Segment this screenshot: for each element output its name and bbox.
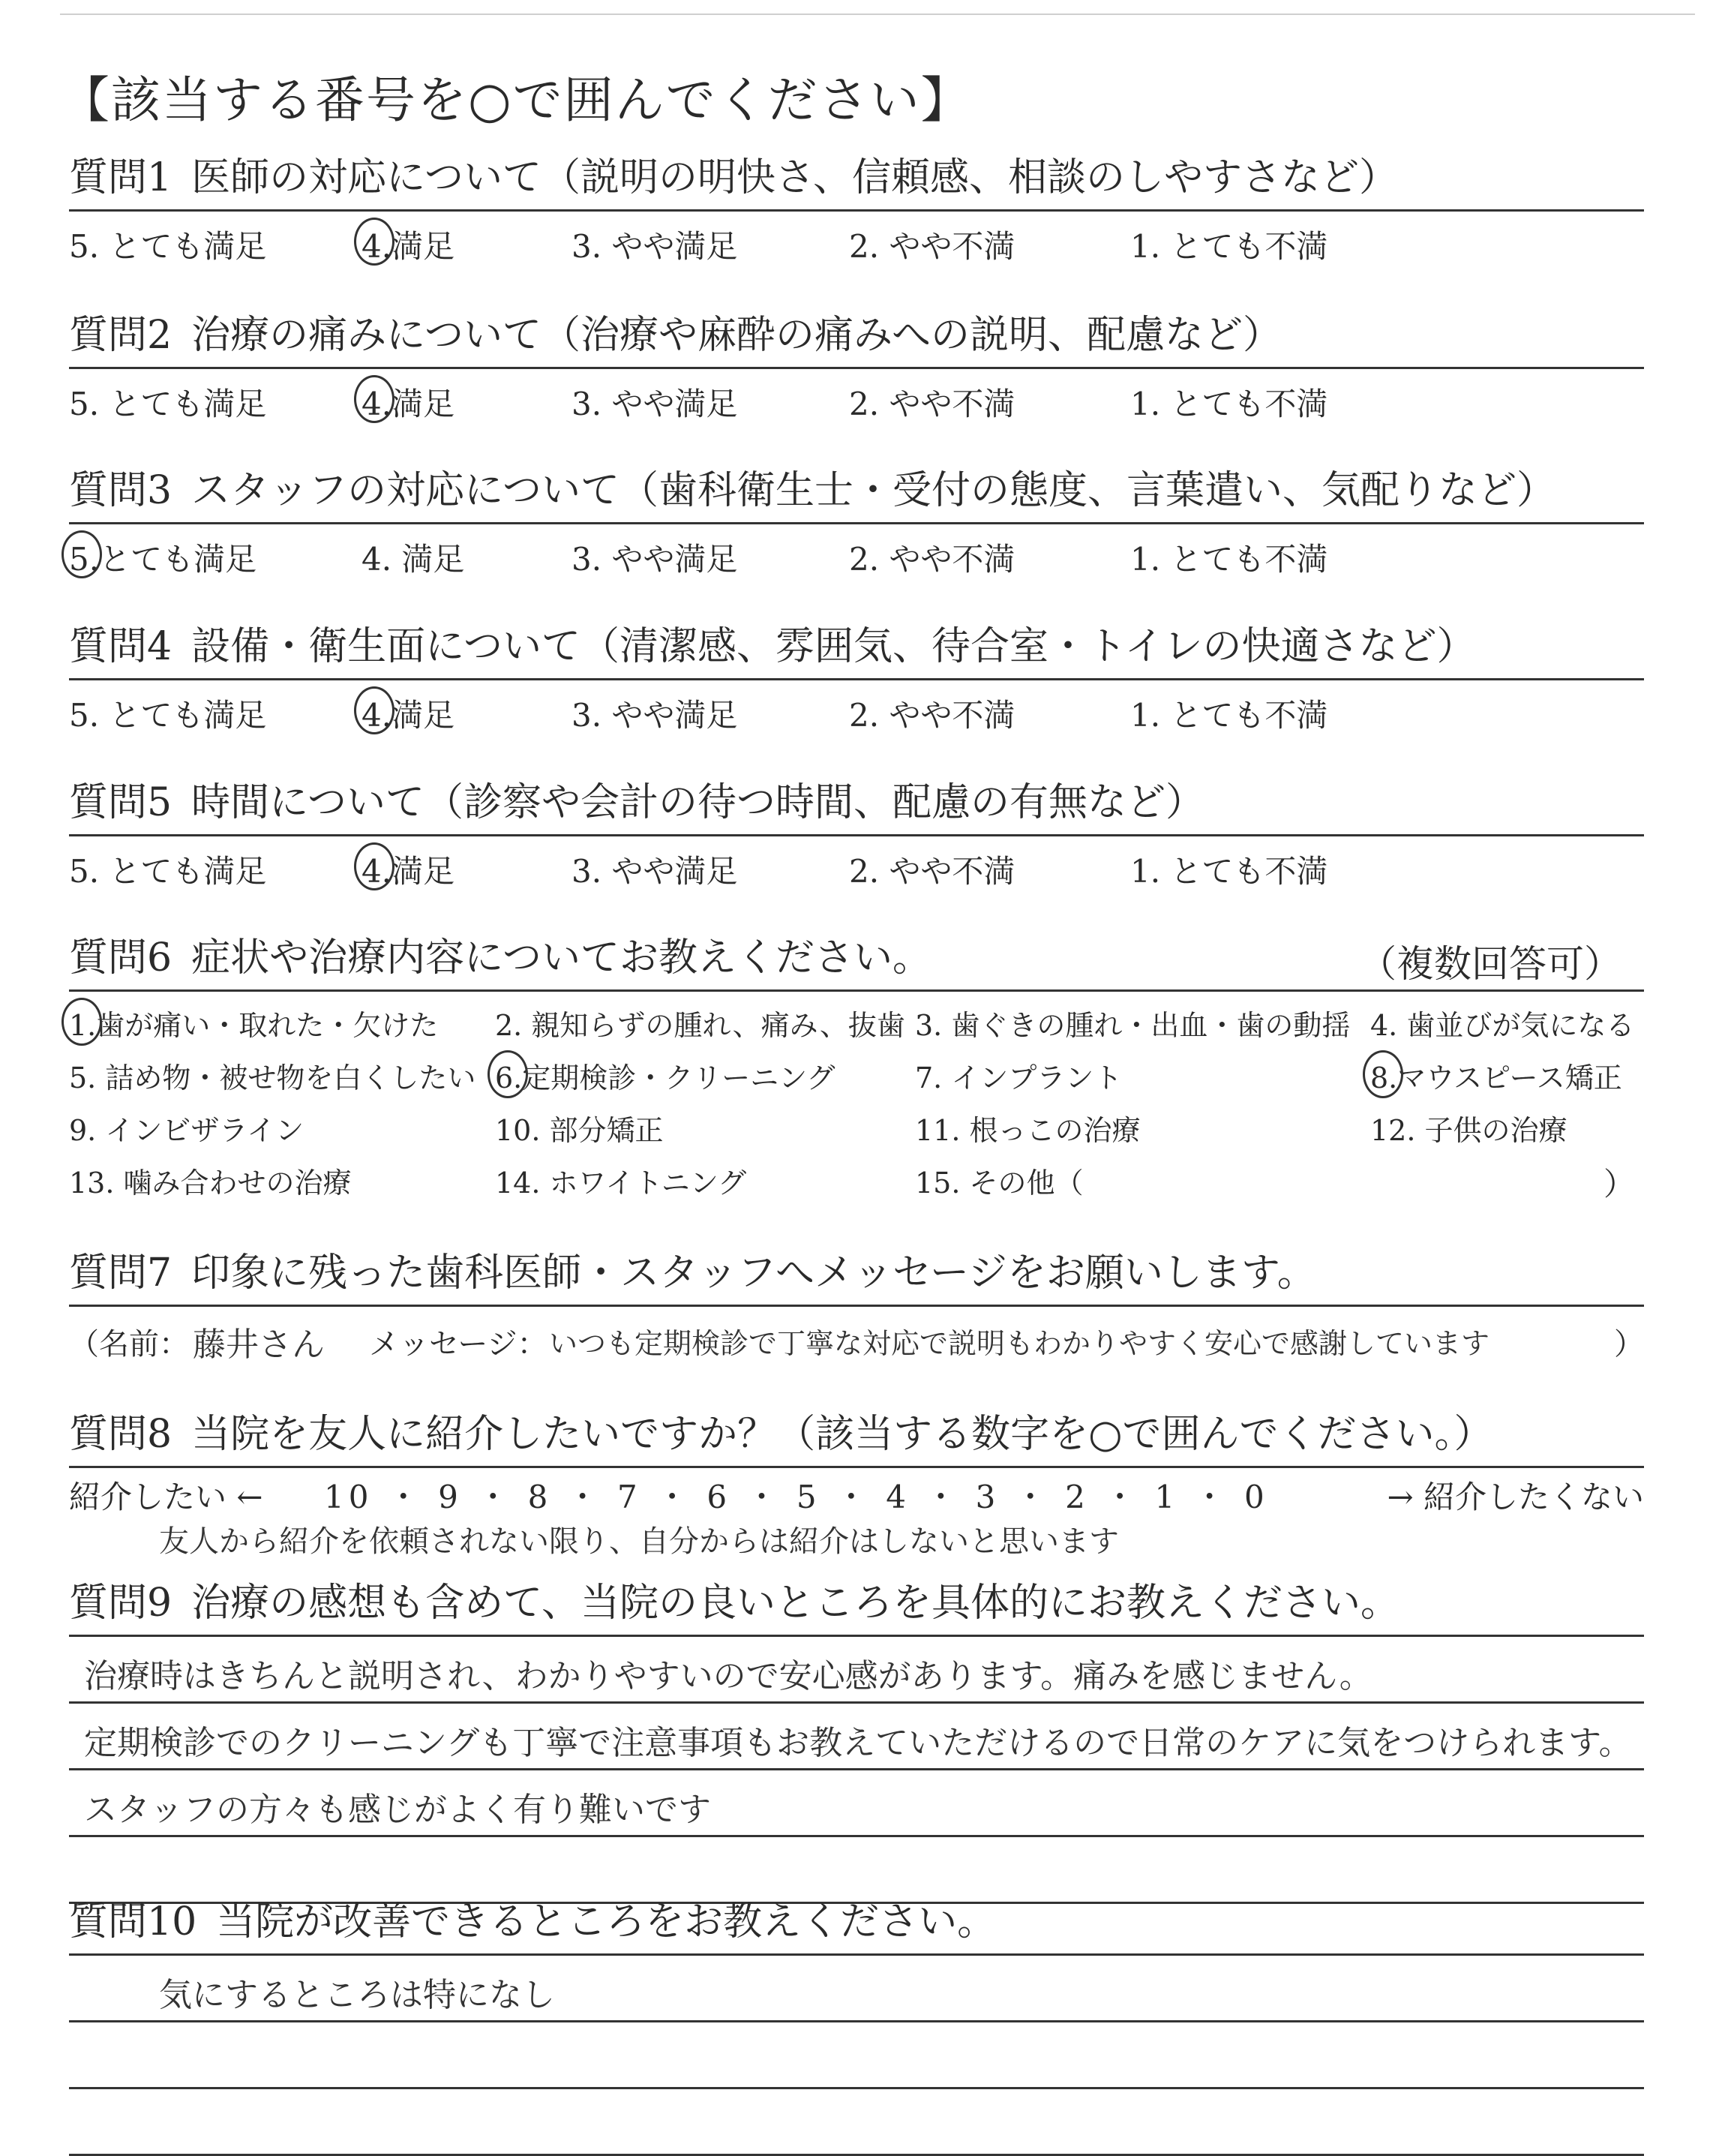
rating-option[interactable]: 5. とても満足: [69, 228, 267, 265]
symptom-option[interactable]: [1370, 1055, 1622, 1096]
rating-option[interactable]: 1. とても不満: [1130, 697, 1328, 734]
rating-option[interactable]: [362, 380, 454, 425]
question-number: 質問3: [69, 468, 172, 513]
question-text: 当院が改善できるところをお教えください。: [216, 1899, 997, 1944]
rule: [69, 1466, 1644, 1468]
question-text: 症状や治療内容についてお教えください。: [191, 935, 932, 980]
question-number: 質問6: [69, 935, 172, 980]
rating-option[interactable]: 3. やや満足: [572, 228, 738, 265]
selected-option: 4.満足: [362, 847, 454, 892]
answer-line[interactable]: [69, 1637, 1644, 1704]
symptom-option[interactable]: [495, 1055, 836, 1096]
symptom-option[interactable]: 13. 噛み合わせの治療: [69, 1167, 352, 1200]
rating-option[interactable]: 2. やや不満: [849, 386, 1016, 422]
selected-option: 4.満足: [362, 222, 454, 267]
question-10: [69, 1898, 1644, 2156]
question-text: 時間について（診察や会計の待つ時間、配慮の有無など）: [191, 780, 1205, 825]
top-border: [60, 14, 1695, 15]
q8-handwritten-comment[interactable]: 友人から紹介を依頼されない限り、自分からは紹介はしないと思います: [159, 1524, 1119, 1559]
handwritten-text: 定期検診でのクリーニングも丁寧で注意事項もお教えていただけるので日常のケアに気をつけられます。: [84, 1724, 1632, 1762]
question-text: 治療の感想も含めて、当院の良いところを具体的にお教えください。: [191, 1581, 1400, 1626]
question-2: [69, 311, 1644, 425]
question-number: 質問5: [69, 780, 172, 825]
answer-lines[interactable]: [69, 1956, 1644, 2156]
answer-line[interactable]: [69, 2022, 1644, 2089]
question-number: 質問9: [69, 1581, 172, 1626]
answer-line[interactable]: [69, 1956, 1644, 2022]
symptom-option[interactable]: 2. 親知らずの腫れ、痛み、抜歯: [495, 1009, 905, 1042]
rule: [69, 209, 1644, 212]
question-5: [69, 779, 1644, 892]
rating-options: [69, 380, 1644, 425]
answer-line[interactable]: [69, 1770, 1644, 1837]
rating-option[interactable]: 2. やや不満: [849, 228, 1016, 265]
rating-options: [69, 535, 1644, 580]
symptom-option[interactable]: 15. その他（: [915, 1167, 1084, 1200]
question-number: 質問8: [69, 1412, 172, 1457]
symptom-option[interactable]: 7. インプラント: [915, 1061, 1123, 1095]
scale-values[interactable]: 10 ・ 9 ・ 8 ・ 7 ・ 6 ・ 5 ・ 4 ・ 3 ・ 2 ・ 1 ・ 0: [324, 1479, 1269, 1515]
question-text: スタッフの対応について（歯科衛生士・受付の態度、言葉遣い、気配りなど）: [191, 468, 1556, 513]
selected-option: 6.定期検診・クリーニング: [495, 1055, 836, 1096]
question-number: 質問4: [69, 624, 172, 669]
rating-option[interactable]: 1. とても不満: [1130, 228, 1328, 265]
selected-option: 1.歯が痛い・取れた・欠けた: [69, 1002, 438, 1043]
name-value[interactable]: 藤井さん: [193, 1326, 325, 1364]
rating-option[interactable]: 2. やや不満: [849, 541, 1016, 578]
rating-option[interactable]: [69, 535, 256, 580]
message-label: メッセージ：: [369, 1327, 548, 1362]
rating-options: [69, 691, 1644, 736]
rating-option[interactable]: 5. とても満足: [69, 386, 267, 422]
rating-option[interactable]: [362, 691, 454, 736]
selected-option: 4.満足: [362, 380, 454, 425]
scale-left-label: 紹介したい ←: [69, 1479, 263, 1515]
selected-option: 8.マウスピース矯正: [1370, 1055, 1622, 1096]
recommend-scale: [69, 1473, 1644, 1518]
answer-line[interactable]: [69, 1704, 1644, 1770]
rating-option[interactable]: 3. やや満足: [572, 386, 738, 422]
rating-option[interactable]: 5. とても満足: [69, 853, 267, 890]
symptom-option[interactable]: 5. 詰め物・被せ物を白くしたい: [69, 1061, 476, 1095]
question-9: [69, 1579, 1644, 1904]
question-number: 質問7: [69, 1251, 172, 1296]
selected-option: 5.とても満足: [69, 535, 256, 580]
symptom-option[interactable]: 4. 歯並びが気になる: [1370, 1009, 1635, 1042]
symptom-option[interactable]: 3. 歯ぐきの腫れ・出血・歯の動揺: [915, 1009, 1351, 1042]
question-8: [69, 1410, 1644, 1560]
rating-option[interactable]: 5. とても満足: [69, 697, 267, 734]
rating-option[interactable]: 1. とても不満: [1130, 386, 1328, 422]
question-number: 質問1: [69, 155, 172, 200]
rule: [69, 1305, 1644, 1307]
answer-lines[interactable]: [69, 1637, 1644, 1904]
handwritten-text: スタッフの方々も感じがよく有り難いです: [84, 1791, 711, 1829]
rating-option[interactable]: 3. やや満足: [572, 541, 738, 578]
instruction: 【該当する番号を○で囲んでください】: [60, 71, 972, 129]
question-number: 質問2: [69, 313, 172, 358]
symptom-option[interactable]: 12. 子供の治療: [1370, 1114, 1568, 1147]
answer-line[interactable]: [69, 1837, 1644, 1904]
rule: [69, 367, 1644, 369]
rule: [69, 989, 1644, 992]
rating-option[interactable]: [362, 222, 454, 267]
symptom-options: [69, 1002, 1644, 1220]
symptom-option[interactable]: [69, 1002, 438, 1043]
question-number: 質問10: [69, 1899, 197, 1944]
handwritten-text: 治療時はきちんと説明され、わかりやすいので安心感があります。痛みを感じません。: [84, 1657, 1372, 1695]
message-close-paren: ）: [1614, 1327, 1644, 1362]
rule: [69, 522, 1644, 524]
question-6: [69, 934, 1644, 1220]
rating-option[interactable]: 3. やや満足: [572, 853, 738, 890]
rating-option[interactable]: [362, 847, 454, 892]
rating-option[interactable]: 4. 満足: [362, 541, 465, 578]
rating-options: [69, 847, 1644, 892]
question-4: [69, 623, 1644, 736]
rating-option[interactable]: 2. やや不満: [849, 697, 1016, 734]
question-text: 印象に残った歯科医師・スタッフへメッセージをお願いします。: [191, 1251, 1316, 1296]
scale-right-label: → 紹介したくない: [1387, 1479, 1644, 1515]
rating-options: [69, 222, 1644, 267]
question-text: 治療の痛みについて（治療や麻酔の痛みへの説明、配慮など）: [191, 313, 1282, 358]
rating-option[interactable]: 2. やや不満: [849, 853, 1016, 890]
answer-line[interactable]: [69, 2089, 1644, 2156]
rating-option[interactable]: 3. やや満足: [572, 697, 738, 734]
message-value[interactable]: いつも定期検診で丁寧な対応で説明もわかりやすく安心で感謝しています: [549, 1327, 1490, 1360]
multiple-answer-note: （複数回答可）: [1359, 942, 1622, 986]
rating-option[interactable]: 1. とても不満: [1130, 853, 1328, 890]
handwritten-text: 気にするところは特になし: [159, 1976, 555, 2014]
symptom-option[interactable]: 14. ホワイトニング: [495, 1167, 747, 1200]
question-text: 設備・衛生面について（清潔感、雰囲気、待合室・トイレの快適さなど）: [191, 624, 1476, 669]
question-3: [69, 467, 1644, 580]
rating-option[interactable]: 1. とても不満: [1130, 541, 1328, 578]
question-1: [69, 154, 1644, 267]
rule: [69, 678, 1644, 680]
question-text: 医師の対応について（説明の明快さ、信頼感、相談のしやすさなど）: [191, 155, 1398, 200]
question-7: [69, 1249, 1644, 1365]
rule: [69, 834, 1644, 836]
question-text: 当院を友人に紹介したいですか？（該当する数字を○で囲んでください。）: [191, 1412, 1493, 1457]
selected-option: 4.満足: [362, 691, 454, 736]
symptom-option[interactable]: 10. 部分矯正: [495, 1114, 664, 1147]
message-row: [69, 1313, 1644, 1365]
symptom-option[interactable]: 9. インビザライン: [69, 1114, 304, 1147]
other-close-paren: ）: [1603, 1166, 1635, 1203]
symptom-option[interactable]: 11. 根っこの治療: [915, 1114, 1141, 1147]
name-label: （名前：: [69, 1327, 189, 1362]
